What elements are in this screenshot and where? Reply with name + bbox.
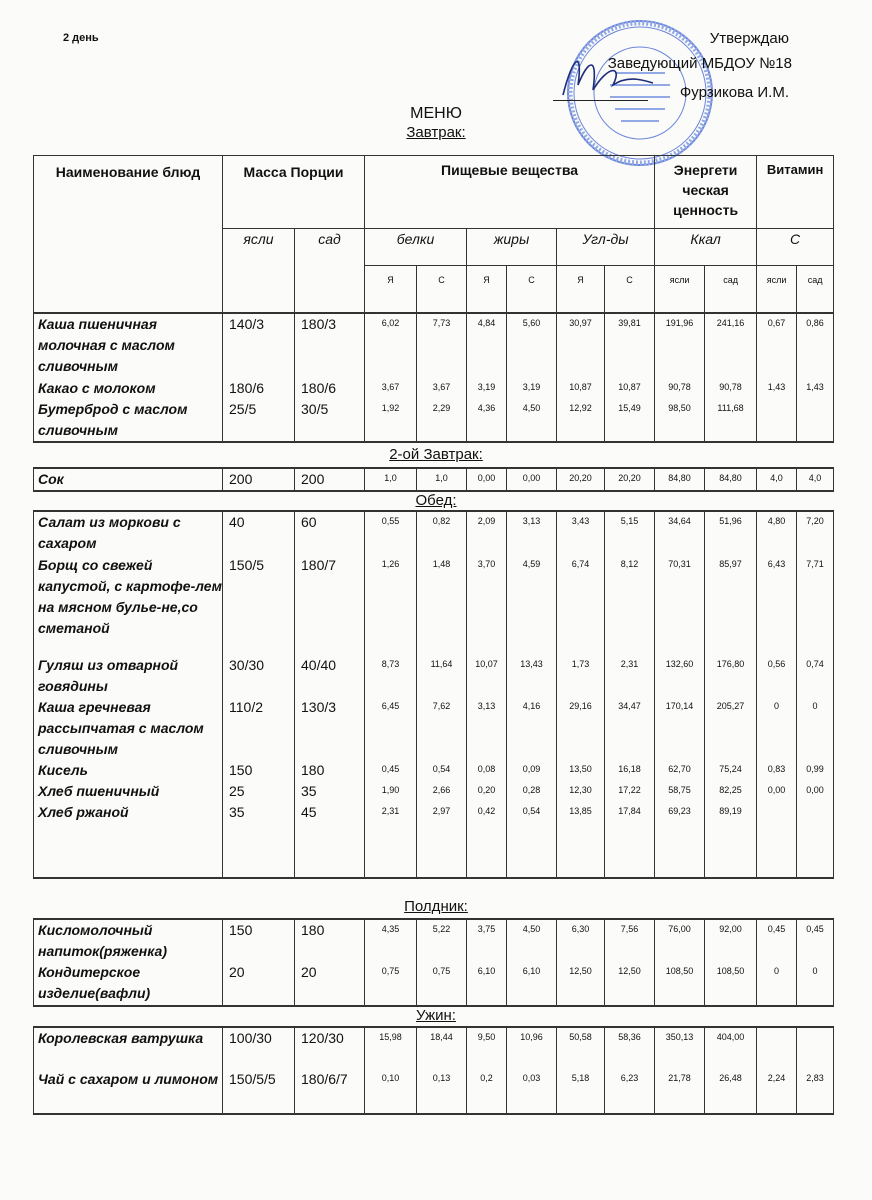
value-vitamin-c-yasli: 0,00 (757, 781, 797, 802)
day-label: 2 день (63, 32, 99, 44)
value-kcal-yasli: 69,23 (655, 802, 705, 823)
dish-row (34, 781, 834, 802)
value-ugl-s: 2,31 (605, 655, 655, 697)
value-kcal-yasli: 350,13 (655, 1027, 705, 1069)
value-belki-ya: 6,02 (365, 313, 417, 378)
mass-yasli: 140/3 (223, 313, 295, 378)
dish-row (34, 399, 834, 442)
lunch-table (33, 510, 834, 879)
value-zhiry-s: 3,19 (507, 378, 557, 399)
value-belki-s: 11,64 (417, 655, 467, 697)
header-energy: Энергети ческая ценность (655, 156, 757, 229)
dish-name: Королевская ватрушка (34, 1027, 223, 1069)
value-kcal-yasli: 191,96 (655, 313, 705, 378)
value-zhiry-s: 4,50 (507, 399, 557, 442)
value-zhiry-ya: 2,09 (467, 511, 507, 555)
empty-cell (365, 823, 417, 878)
value-kcal-yasli: 108,50 (655, 962, 705, 1006)
dish-row (34, 919, 834, 962)
value-kcal-yasli: 90,78 (655, 378, 705, 399)
value-zhiry-s: 0,00 (507, 468, 557, 491)
value-ugl-s: 17,84 (605, 802, 655, 823)
value-vitamin-c-sad (797, 802, 834, 823)
value-zhiry-ya: 0,20 (467, 781, 507, 802)
value-vitamin-c-yasli: 0,83 (757, 760, 797, 781)
value-vitamin-c-yasli: 0 (757, 697, 797, 760)
mass-sad: 40/40 (295, 655, 365, 697)
dish-row (34, 313, 834, 378)
dish-row (34, 1069, 834, 1114)
value-kcal-yasli: 62,70 (655, 760, 705, 781)
value-vitamin-c-yasli (757, 802, 797, 823)
value-vitamin-c-yasli: 0,67 (757, 313, 797, 378)
value-ugl-s: 58,36 (605, 1027, 655, 1069)
dish-name: Хлеб пшеничный (34, 781, 223, 802)
breakfast-table (33, 312, 834, 443)
dish-row (34, 378, 834, 399)
signature-line (553, 100, 648, 101)
header-vitamin: Витамин (757, 156, 834, 229)
dish-name: Борщ со свежей капустой, с картофе-лем на мясном булье-не,со сметаной (34, 555, 223, 655)
value-kcal-yasli: 21,78 (655, 1069, 705, 1114)
dish-row (34, 962, 834, 1006)
mass-yasli: 25 (223, 781, 295, 802)
value-belki-s: 2,66 (417, 781, 467, 802)
value-vitamin-c-yasli: 0 (757, 962, 797, 1006)
value-belki-ya: 4,35 (365, 919, 417, 962)
mass-yasli: 150/5 (223, 555, 295, 655)
value-vitamin-c-yasli: 2,24 (757, 1069, 797, 1114)
value-kcal-sad: 84,80 (705, 468, 757, 491)
value-belki-s: 3,67 (417, 378, 467, 399)
value-zhiry-s: 13,43 (507, 655, 557, 697)
value-zhiry-s: 4,50 (507, 919, 557, 962)
value-ugl-ya: 5,18 (557, 1069, 605, 1114)
dish-row (34, 697, 834, 760)
value-vitamin-c-sad: 0,45 (797, 919, 834, 962)
value-zhiry-s: 0,03 (507, 1069, 557, 1114)
header-belki: белки (365, 229, 467, 266)
value-ugl-s: 16,18 (605, 760, 655, 781)
value-kcal-sad: 176,80 (705, 655, 757, 697)
value-zhiry-s: 6,10 (507, 962, 557, 1006)
value-belki-ya: 1,92 (365, 399, 417, 442)
mass-sad: 180 (295, 760, 365, 781)
value-belki-ya: 6,45 (365, 697, 417, 760)
value-ugl-ya: 13,85 (557, 802, 605, 823)
mass-sad: 35 (295, 781, 365, 802)
value-kcal-sad: 89,19 (705, 802, 757, 823)
value-ugl-s: 6,23 (605, 1069, 655, 1114)
empty-cell (507, 823, 557, 878)
mass-sad: 180/7 (295, 555, 365, 655)
value-zhiry-ya: 3,13 (467, 697, 507, 760)
value-kcal-sad: 108,50 (705, 962, 757, 1006)
value-vitamin-c-sad: 0,00 (797, 781, 834, 802)
value-kcal-sad: 92,00 (705, 919, 757, 962)
dish-name: Кисель (34, 760, 223, 781)
mass-yasli: 40 (223, 511, 295, 555)
value-zhiry-ya: 9,50 (467, 1027, 507, 1069)
mass-yasli: 20 (223, 962, 295, 1006)
value-belki-ya: 1,90 (365, 781, 417, 802)
value-zhiry-s: 4,16 (507, 697, 557, 760)
mass-yasli: 35 (223, 802, 295, 823)
dish-row (34, 802, 834, 823)
value-belki-s: 0,82 (417, 511, 467, 555)
value-zhiry-s: 4,59 (507, 555, 557, 655)
value-zhiry-ya: 3,70 (467, 555, 507, 655)
value-kcal-yasli: 58,75 (655, 781, 705, 802)
value-belki-s: 1,48 (417, 555, 467, 655)
dish-name: Кисломолочный напиток(ряженка) (34, 919, 223, 962)
dish-name: Каша гречневая рассыпчатая с маслом сливочным (34, 697, 223, 760)
empty-cell (557, 823, 605, 878)
dish-row (34, 511, 834, 555)
value-vitamin-c-sad: 0,74 (797, 655, 834, 697)
empty-cell (223, 823, 295, 878)
value-belki-s: 2,29 (417, 399, 467, 442)
value-zhiry-ya: 3,75 (467, 919, 507, 962)
value-zhiry-ya: 3,19 (467, 378, 507, 399)
empty-row (34, 823, 834, 878)
value-ugl-s: 10,87 (605, 378, 655, 399)
value-belki-ya: 0,55 (365, 511, 417, 555)
value-zhiry-s: 5,60 (507, 313, 557, 378)
value-ugl-ya: 1,73 (557, 655, 605, 697)
empty-cell (605, 823, 655, 878)
value-zhiry-ya: 4,84 (467, 313, 507, 378)
value-vitamin-c-yasli: 4,0 (757, 468, 797, 491)
sub-kcal-sad: сад (705, 266, 757, 313)
empty-cell (467, 823, 507, 878)
value-belki-ya: 1,26 (365, 555, 417, 655)
dish-name: Каша пшеничная молочная с маслом сливочным (34, 313, 223, 378)
value-kcal-yasli: 98,50 (655, 399, 705, 442)
value-zhiry-s: 0,54 (507, 802, 557, 823)
mass-sad: 120/30 (295, 1027, 365, 1069)
dish-row (34, 555, 834, 655)
sub-ugl-s: С (605, 266, 655, 313)
header-yasli: ясли (223, 229, 295, 313)
value-vitamin-c-sad: 2,83 (797, 1069, 834, 1114)
value-vitamin-c-sad: 0 (797, 697, 834, 760)
value-kcal-sad: 111,68 (705, 399, 757, 442)
value-kcal-sad: 82,25 (705, 781, 757, 802)
mass-yasli: 180/6 (223, 378, 295, 399)
header-zhiry: жиры (467, 229, 557, 266)
value-zhiry-ya: 10,07 (467, 655, 507, 697)
value-kcal-yasli: 76,00 (655, 919, 705, 962)
mass-sad: 60 (295, 511, 365, 555)
mass-yasli: 100/30 (223, 1027, 295, 1069)
section-title-snack: Полдник: (404, 898, 468, 915)
approver-position: Заведующий МБДОУ №18 (607, 55, 792, 72)
second-breakfast-table (33, 467, 834, 492)
mass-sad: 45 (295, 802, 365, 823)
value-ugl-ya: 12,92 (557, 399, 605, 442)
header-kcal: Ккал (655, 229, 757, 266)
value-vitamin-c-sad (797, 399, 834, 442)
mass-sad: 20 (295, 962, 365, 1006)
mass-yasli: 200 (223, 468, 295, 491)
value-belki-s: 5,22 (417, 919, 467, 962)
value-kcal-sad: 404,00 (705, 1027, 757, 1069)
value-ugl-s: 15,49 (605, 399, 655, 442)
dish-name: Хлеб ржаной (34, 802, 223, 823)
value-vitamin-c-yasli: 0,56 (757, 655, 797, 697)
value-zhiry-ya: 0,08 (467, 760, 507, 781)
section-title-dinner: Ужин: (416, 1007, 456, 1024)
value-vitamin-c-yasli: 6,43 (757, 555, 797, 655)
value-ugl-ya: 6,30 (557, 919, 605, 962)
dish-name: Кондитерское изделие(вафли) (34, 962, 223, 1006)
value-ugl-ya: 12,30 (557, 781, 605, 802)
empty-cell (705, 823, 757, 878)
mass-yasli: 150 (223, 919, 295, 962)
snack-table (33, 918, 834, 1007)
value-kcal-yasli: 70,31 (655, 555, 705, 655)
value-kcal-sad: 75,24 (705, 760, 757, 781)
value-zhiry-ya: 0,42 (467, 802, 507, 823)
value-vitamin-c-sad: 1,43 (797, 378, 834, 399)
sub-c-yasli: ясли (757, 266, 797, 313)
value-belki-ya: 1,0 (365, 468, 417, 491)
value-zhiry-ya: 0,2 (467, 1069, 507, 1114)
dinner-table (33, 1026, 834, 1115)
value-kcal-sad: 26,48 (705, 1069, 757, 1114)
value-kcal-yasli: 84,80 (655, 468, 705, 491)
empty-cell (655, 823, 705, 878)
section-title-second-breakfast: 2-ой Завтрак: (389, 446, 483, 463)
empty-cell (757, 823, 797, 878)
header-sad: сад (295, 229, 365, 313)
value-ugl-s: 20,20 (605, 468, 655, 491)
sub-kcal-yasli: ясли (655, 266, 705, 313)
table-header (33, 155, 834, 313)
dish-name: Гуляш из отварной говядины (34, 655, 223, 697)
value-ugl-ya: 20,20 (557, 468, 605, 491)
mass-yasli: 150/5/5 (223, 1069, 295, 1114)
value-vitamin-c-sad: 4,0 (797, 468, 834, 491)
value-ugl-ya: 50,58 (557, 1027, 605, 1069)
value-kcal-yasli: 132,60 (655, 655, 705, 697)
section-title-breakfast: Завтрак: (406, 124, 466, 141)
value-belki-s: 18,44 (417, 1027, 467, 1069)
value-ugl-s: 34,47 (605, 697, 655, 760)
value-ugl-s: 39,81 (605, 313, 655, 378)
value-vitamin-c-sad: 7,20 (797, 511, 834, 555)
value-vitamin-c-sad: 0 (797, 962, 834, 1006)
value-vitamin-c-sad: 0,86 (797, 313, 834, 378)
header-mass: Масса Порции (223, 156, 365, 229)
value-kcal-sad: 241,16 (705, 313, 757, 378)
empty-cell (417, 823, 467, 878)
value-belki-ya: 0,75 (365, 962, 417, 1006)
header-nutrients: Пищевые вещества (365, 156, 655, 229)
empty-cell (295, 823, 365, 878)
value-belki-s: 0,75 (417, 962, 467, 1006)
mass-yasli: 150 (223, 760, 295, 781)
value-kcal-sad: 205,27 (705, 697, 757, 760)
value-belki-ya: 0,45 (365, 760, 417, 781)
approval-label: Утверждаю (709, 30, 789, 47)
dish-name: Салат из моркови с сахаром (34, 511, 223, 555)
value-vitamin-c-sad: 0,99 (797, 760, 834, 781)
value-zhiry-s: 10,96 (507, 1027, 557, 1069)
value-belki-ya: 3,67 (365, 378, 417, 399)
value-ugl-s: 12,50 (605, 962, 655, 1006)
dish-name: Какао с молоком (34, 378, 223, 399)
sub-belki-ya: Я (365, 266, 417, 313)
value-ugl-ya: 10,87 (557, 378, 605, 399)
header-dish-name: Наименование блюд (34, 156, 223, 313)
dish-row (34, 655, 834, 697)
section-title-lunch: Обед: (415, 492, 457, 509)
value-zhiry-ya: 4,36 (467, 399, 507, 442)
value-ugl-ya: 6,74 (557, 555, 605, 655)
value-ugl-s: 17,22 (605, 781, 655, 802)
value-ugl-s: 8,12 (605, 555, 655, 655)
value-ugl-ya: 3,43 (557, 511, 605, 555)
value-vitamin-c-yasli: 1,43 (757, 378, 797, 399)
value-kcal-sad: 90,78 (705, 378, 757, 399)
mass-sad: 30/5 (295, 399, 365, 442)
value-belki-ya: 15,98 (365, 1027, 417, 1069)
dish-row (34, 468, 834, 491)
value-vitamin-c-sad: 7,71 (797, 555, 834, 655)
mass-sad: 180/6/7 (295, 1069, 365, 1114)
page-title: МЕНЮ (410, 105, 462, 122)
value-belki-ya: 0,10 (365, 1069, 417, 1114)
dish-row (34, 760, 834, 781)
mass-sad: 180/6 (295, 378, 365, 399)
value-ugl-ya: 12,50 (557, 962, 605, 1006)
value-ugl-s: 5,15 (605, 511, 655, 555)
value-kcal-sad: 85,97 (705, 555, 757, 655)
dish-row (34, 1027, 834, 1069)
value-kcal-yasli: 170,14 (655, 697, 705, 760)
header-vitamin-c: С (757, 229, 834, 266)
value-kcal-sad: 51,96 (705, 511, 757, 555)
value-vitamin-c-yasli (757, 399, 797, 442)
value-zhiry-s: 0,09 (507, 760, 557, 781)
mass-sad: 200 (295, 468, 365, 491)
value-belki-s: 7,62 (417, 697, 467, 760)
value-kcal-yasli: 34,64 (655, 511, 705, 555)
empty-cell (34, 823, 223, 878)
value-zhiry-s: 0,28 (507, 781, 557, 802)
value-ugl-ya: 13,50 (557, 760, 605, 781)
value-zhiry-ya: 0,00 (467, 468, 507, 491)
header-ugl: Угл-ды (557, 229, 655, 266)
sub-c-sad: сад (797, 266, 834, 313)
sub-zhiry-ya: Я (467, 266, 507, 313)
approver-name: Фурзикова И.М. (679, 84, 789, 101)
dish-name: Бутерброд с маслом сливочным (34, 399, 223, 442)
value-belki-s: 0,13 (417, 1069, 467, 1114)
value-vitamin-c-yasli: 4,80 (757, 511, 797, 555)
dish-name: Сок (34, 468, 223, 491)
signature-icon (553, 45, 663, 105)
value-belki-s: 0,54 (417, 760, 467, 781)
value-zhiry-s: 3,13 (507, 511, 557, 555)
mass-yasli: 30/30 (223, 655, 295, 697)
sub-zhiry-s: С (507, 266, 557, 313)
value-belki-s: 7,73 (417, 313, 467, 378)
value-vitamin-c-yasli (757, 1027, 797, 1069)
mass-sad: 180 (295, 919, 365, 962)
value-belki-ya: 8,73 (365, 655, 417, 697)
mass-sad: 180/3 (295, 313, 365, 378)
sub-belki-s: С (417, 266, 467, 313)
value-vitamin-c-yasli: 0,45 (757, 919, 797, 962)
value-belki-s: 1,0 (417, 468, 467, 491)
value-ugl-s: 7,56 (605, 919, 655, 962)
sub-ugl-ya: Я (557, 266, 605, 313)
mass-yasli: 25/5 (223, 399, 295, 442)
value-belki-ya: 2,31 (365, 802, 417, 823)
mass-yasli: 110/2 (223, 697, 295, 760)
value-vitamin-c-sad (797, 1027, 834, 1069)
value-zhiry-ya: 6,10 (467, 962, 507, 1006)
value-ugl-ya: 29,16 (557, 697, 605, 760)
empty-cell (797, 823, 834, 878)
dish-name: Чай с сахаром и лимоном (34, 1069, 223, 1114)
value-belki-s: 2,97 (417, 802, 467, 823)
value-ugl-ya: 30,97 (557, 313, 605, 378)
mass-sad: 130/3 (295, 697, 365, 760)
